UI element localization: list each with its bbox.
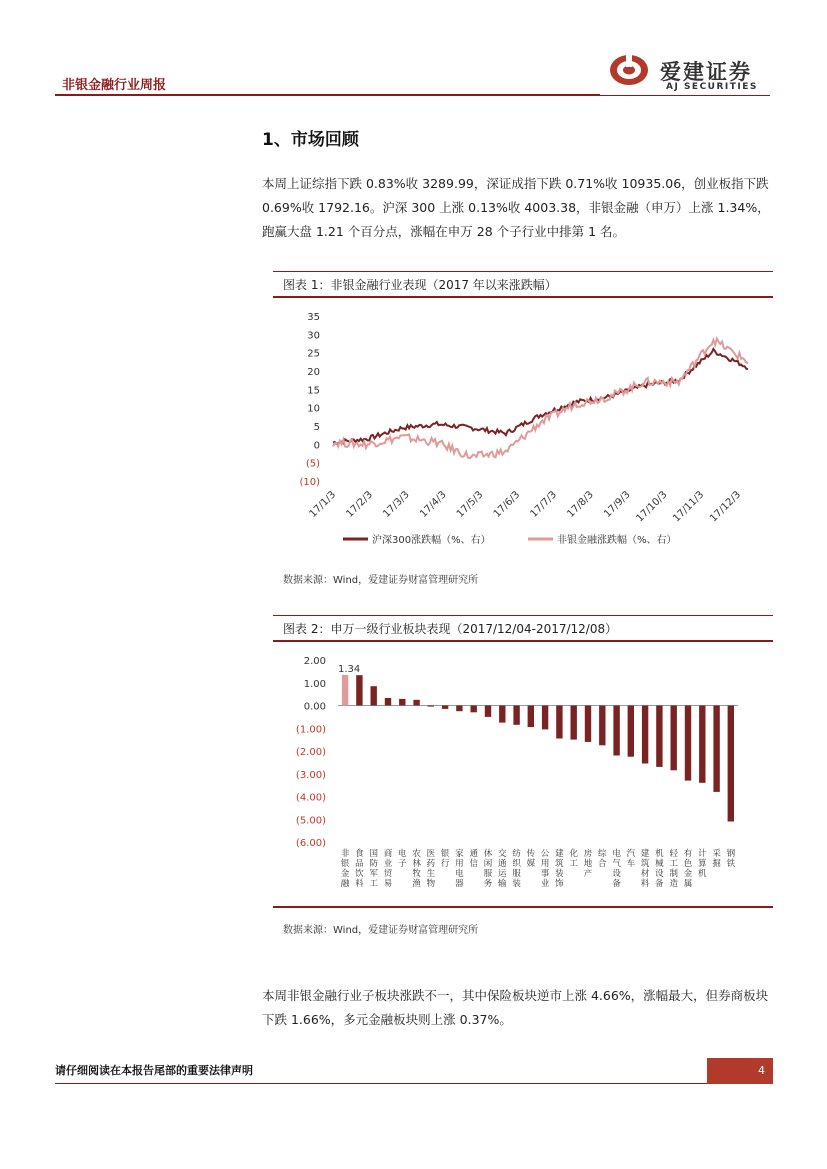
category-label: 品 — [355, 859, 364, 869]
category-label: 饰 — [555, 879, 564, 889]
category-label: 事 — [540, 869, 550, 879]
figure-2 — [273, 615, 773, 940]
category-label: 媒 — [526, 859, 536, 869]
category-label: 钢 — [726, 849, 736, 859]
category-label: 备 — [655, 879, 664, 889]
figure-1-title: 图表 1：非银金融行业表现（2017 年以来涨跌幅） — [283, 278, 557, 292]
category-label: 用 — [540, 859, 550, 869]
category-label: 饮 — [355, 869, 364, 879]
category-label: 材 — [640, 869, 650, 879]
category-label: 商 — [383, 849, 393, 859]
category-label: 料 — [640, 879, 650, 889]
category-label: 工 — [569, 859, 578, 869]
category-label: 银 — [440, 849, 450, 859]
category-label: 牧 — [412, 869, 421, 879]
category-label: 机 — [655, 849, 664, 859]
y-tick-label: 0 — [313, 440, 320, 452]
category-label: 料 — [355, 879, 364, 889]
category-label: 交 — [498, 849, 507, 859]
y-tick-label: (5.00) — [295, 815, 326, 827]
category-label: 公 — [540, 849, 550, 859]
y-tick-label: (10) — [299, 477, 320, 488]
subsector-paragraph: 本周非银金融行业子板块涨跌不一，其中保险板块逆市上涨 4.66%，涨幅最大，但券商板块下跌 1.66%，多元金融板块则上涨 0.37%。 — [262, 988, 769, 1027]
section-title: 1、市场回顾 — [262, 130, 359, 150]
bar-农林牧渔 — [413, 700, 419, 706]
category-label: 机 — [698, 869, 707, 879]
category-label: 地 — [583, 859, 593, 869]
bar-国防军工 — [371, 686, 377, 705]
category-label: 服 — [512, 869, 521, 879]
bar-家用电器 — [456, 706, 462, 712]
category-label: 属 — [683, 879, 693, 889]
bar-医药生物 — [428, 706, 434, 707]
figure-1-source: 数据来源：Wind，爱建证券财富管理研究所 — [283, 575, 479, 586]
bar-电子 — [399, 699, 405, 706]
y-tick-label: 10 — [307, 403, 320, 415]
bar-综合 — [599, 706, 605, 746]
category-label: 银 — [340, 859, 350, 869]
series-line-1 — [333, 349, 748, 444]
category-label: 国 — [369, 849, 378, 859]
data-label: 1.34 — [338, 664, 361, 676]
category-label: 铁 — [726, 859, 736, 869]
bar-建筑材料 — [642, 706, 648, 764]
category-label: 林 — [412, 859, 421, 869]
brand-name-cn: 爱建证券 — [660, 60, 752, 84]
category-label: 食 — [355, 849, 364, 859]
bar-银行 — [442, 706, 448, 709]
bar-商业贸易 — [385, 698, 391, 706]
figure-2-source: 数据来源：Wind，爱建证券财富管理研究所 — [283, 925, 479, 936]
category-label: 建 — [555, 849, 564, 859]
y-tick-label: (6.00) — [295, 838, 326, 849]
category-label: 闲 — [483, 859, 493, 869]
category-label: 务 — [483, 879, 493, 889]
y-tick-label: (4.00) — [295, 792, 326, 804]
figure-2-title: 图表 2：申万一级行业板块表现（2017/12/04-2017/12/08） — [283, 622, 618, 636]
category-label: 用 — [455, 859, 464, 869]
category-label: 筑 — [555, 859, 564, 869]
category-label: 产 — [583, 869, 593, 879]
market-review-paragraph: 本周上证综指下跌 0.83%收 3289.99，深证成指下跌 0.71%收 10935.06，创业板指下跌 0.69%收 1792.16。沪深 300 上涨 0.13%收 4003.38，非银金融（申万）上涨 1.34%，跑赢大盘 1.21 个百分点，涨幅在申万 28 个子行业中排第 1 名。 — [262, 176, 770, 239]
y-tick-label: 30 — [307, 330, 320, 342]
legend-label-nonbank: 非银金融涨跌幅（%、右） — [557, 535, 677, 546]
bar-化工 — [571, 706, 577, 740]
x-tick-label: 17/3/3 — [381, 489, 412, 520]
y-tick-label: (5) — [305, 458, 320, 470]
category-label: 业 — [540, 879, 550, 889]
page-number-box — [707, 1058, 773, 1084]
category-label: 设 — [655, 869, 664, 879]
bar-电气设备 — [613, 706, 619, 756]
category-label: 设 — [612, 869, 621, 879]
category-label: 易 — [383, 879, 393, 889]
y-tick-label: 5 — [313, 422, 320, 433]
category-label: 器 — [455, 879, 464, 889]
category-label: 生 — [426, 869, 436, 879]
y-tick-label: 15 — [307, 385, 320, 397]
category-label: 输 — [498, 879, 507, 889]
bar-纺织服装 — [513, 706, 519, 725]
category-label: 综 — [598, 849, 607, 859]
bar-非银金融 — [342, 675, 348, 706]
category-label: 融 — [340, 879, 350, 889]
category-label: 制 — [669, 869, 678, 879]
category-label: 工 — [369, 879, 378, 889]
category-label: 运 — [498, 869, 507, 879]
x-tick-label: 17/4/3 — [418, 489, 449, 520]
bar-公用事业 — [542, 706, 548, 730]
category-label: 电 — [455, 869, 464, 879]
figure-2-bottom-rule — [273, 906, 773, 908]
category-label: 装 — [555, 869, 564, 879]
category-label: 纺 — [512, 849, 521, 859]
category-label: 渔 — [412, 879, 421, 889]
y-tick-label: 1.00 — [303, 678, 326, 690]
category-label: 通 — [469, 849, 478, 859]
bar-有色金属 — [685, 706, 691, 781]
bar-chart — [273, 643, 773, 905]
category-label: 工 — [669, 859, 678, 869]
y-tick-label: (2.00) — [295, 747, 326, 758]
x-tick-label: 17/8/3 — [565, 489, 596, 520]
y-tick-label: (3.00) — [295, 769, 326, 781]
bar-轻工制造 — [671, 706, 677, 771]
category-label: 采 — [712, 849, 721, 859]
y-tick-label: 25 — [307, 348, 320, 360]
x-tick-label: 17/5/3 — [454, 489, 486, 520]
category-label: 医 — [426, 849, 436, 859]
category-label: 建 — [640, 849, 650, 859]
figure-1 — [273, 271, 773, 596]
category-label: 计 — [698, 849, 707, 859]
category-label: 药 — [426, 859, 436, 869]
bar-钢铁 — [728, 706, 734, 822]
x-tick-label: 17/9/3 — [602, 489, 633, 520]
category-label: 气 — [612, 859, 621, 869]
category-label: 服 — [483, 869, 493, 879]
category-label: 业 — [383, 859, 393, 869]
y-tick-label: 2.00 — [303, 656, 326, 667]
figure-2-top-rule — [273, 615, 773, 616]
category-label: 合 — [598, 859, 607, 869]
category-label: 有 — [683, 849, 693, 859]
x-tick-label: 17/10/3 — [634, 489, 670, 525]
figure-1-title-rule — [273, 296, 773, 298]
category-label: 色 — [683, 859, 693, 869]
category-label: 金 — [340, 869, 350, 879]
bar-建筑装饰 — [556, 706, 562, 739]
category-label: 军 — [369, 869, 378, 879]
category-label: 信 — [469, 859, 478, 869]
category-label: 电 — [612, 849, 621, 859]
y-tick-label: 0.00 — [303, 701, 326, 713]
bar-机械设备 — [656, 706, 662, 767]
category-label: 防 — [369, 859, 378, 869]
legal-notice: 请仔细阅读在本报告尾部的重要法律声明 — [55, 1064, 253, 1077]
x-tick-label: 17/12/3 — [708, 489, 744, 525]
bar-休闲服务 — [485, 706, 491, 717]
x-tick-label: 17/6/3 — [491, 489, 523, 520]
category-label: 传 — [526, 849, 536, 859]
x-tick-label: 17/2/3 — [344, 489, 375, 520]
category-label: 金 — [683, 869, 693, 879]
category-label: 掘 — [712, 859, 721, 869]
category-label: 织 — [512, 859, 521, 869]
brand-logo-icon — [608, 52, 650, 88]
category-label: 通 — [498, 859, 507, 869]
series-line-2 — [333, 339, 748, 459]
category-label: 筑 — [640, 859, 650, 869]
category-label: 汽 — [626, 849, 636, 859]
category-label: 造 — [669, 879, 678, 889]
category-label: 车 — [626, 859, 636, 869]
bar-传媒 — [528, 706, 534, 728]
category-label: 备 — [612, 879, 621, 889]
figure-1-top-rule — [273, 271, 773, 272]
x-tick-label: 17/7/3 — [528, 489, 560, 520]
x-tick-label: 17/11/3 — [671, 489, 707, 525]
category-label: 轻 — [669, 849, 678, 859]
bar-通信 — [471, 706, 477, 713]
report-title: 非银金融行业周报 — [62, 78, 167, 93]
y-tick-label: 35 — [307, 312, 320, 323]
category-label: 休 — [483, 849, 493, 859]
bar-计算机 — [699, 706, 705, 783]
bar-汽车 — [628, 706, 634, 757]
bar-采掘 — [713, 706, 719, 792]
category-label: 物 — [426, 879, 436, 889]
category-label: 贸 — [383, 869, 393, 879]
line-chart — [273, 301, 773, 561]
brand-name-en: AJ SECURITIES — [666, 82, 758, 92]
page-number: 4 — [758, 1064, 765, 1077]
header-rule — [55, 94, 600, 96]
category-label: 非 — [340, 849, 350, 859]
figure-2-title-rule — [273, 640, 773, 642]
category-label: 房 — [583, 849, 593, 859]
category-label: 家 — [455, 849, 464, 859]
bar-食品饮料 — [356, 675, 362, 705]
category-label: 化 — [569, 849, 578, 859]
category-label: 农 — [412, 849, 421, 859]
header-rule-thin — [600, 95, 770, 96]
category-label: 算 — [698, 859, 707, 869]
bar-房地产 — [585, 706, 591, 742]
category-label: 行 — [440, 859, 450, 869]
y-tick-label: 20 — [307, 367, 320, 378]
legend-label-hs300: 沪深300涨跌幅（%、右） — [372, 535, 491, 546]
footer-rule — [55, 1083, 707, 1084]
category-label: 装 — [512, 879, 521, 889]
bar-交通运输 — [499, 706, 505, 723]
category-label: 电 — [398, 849, 407, 859]
category-label: 械 — [655, 859, 664, 869]
category-label: 子 — [398, 859, 407, 869]
y-tick-label: (1.00) — [295, 724, 326, 736]
x-tick-label: 17/1/3 — [307, 489, 339, 520]
